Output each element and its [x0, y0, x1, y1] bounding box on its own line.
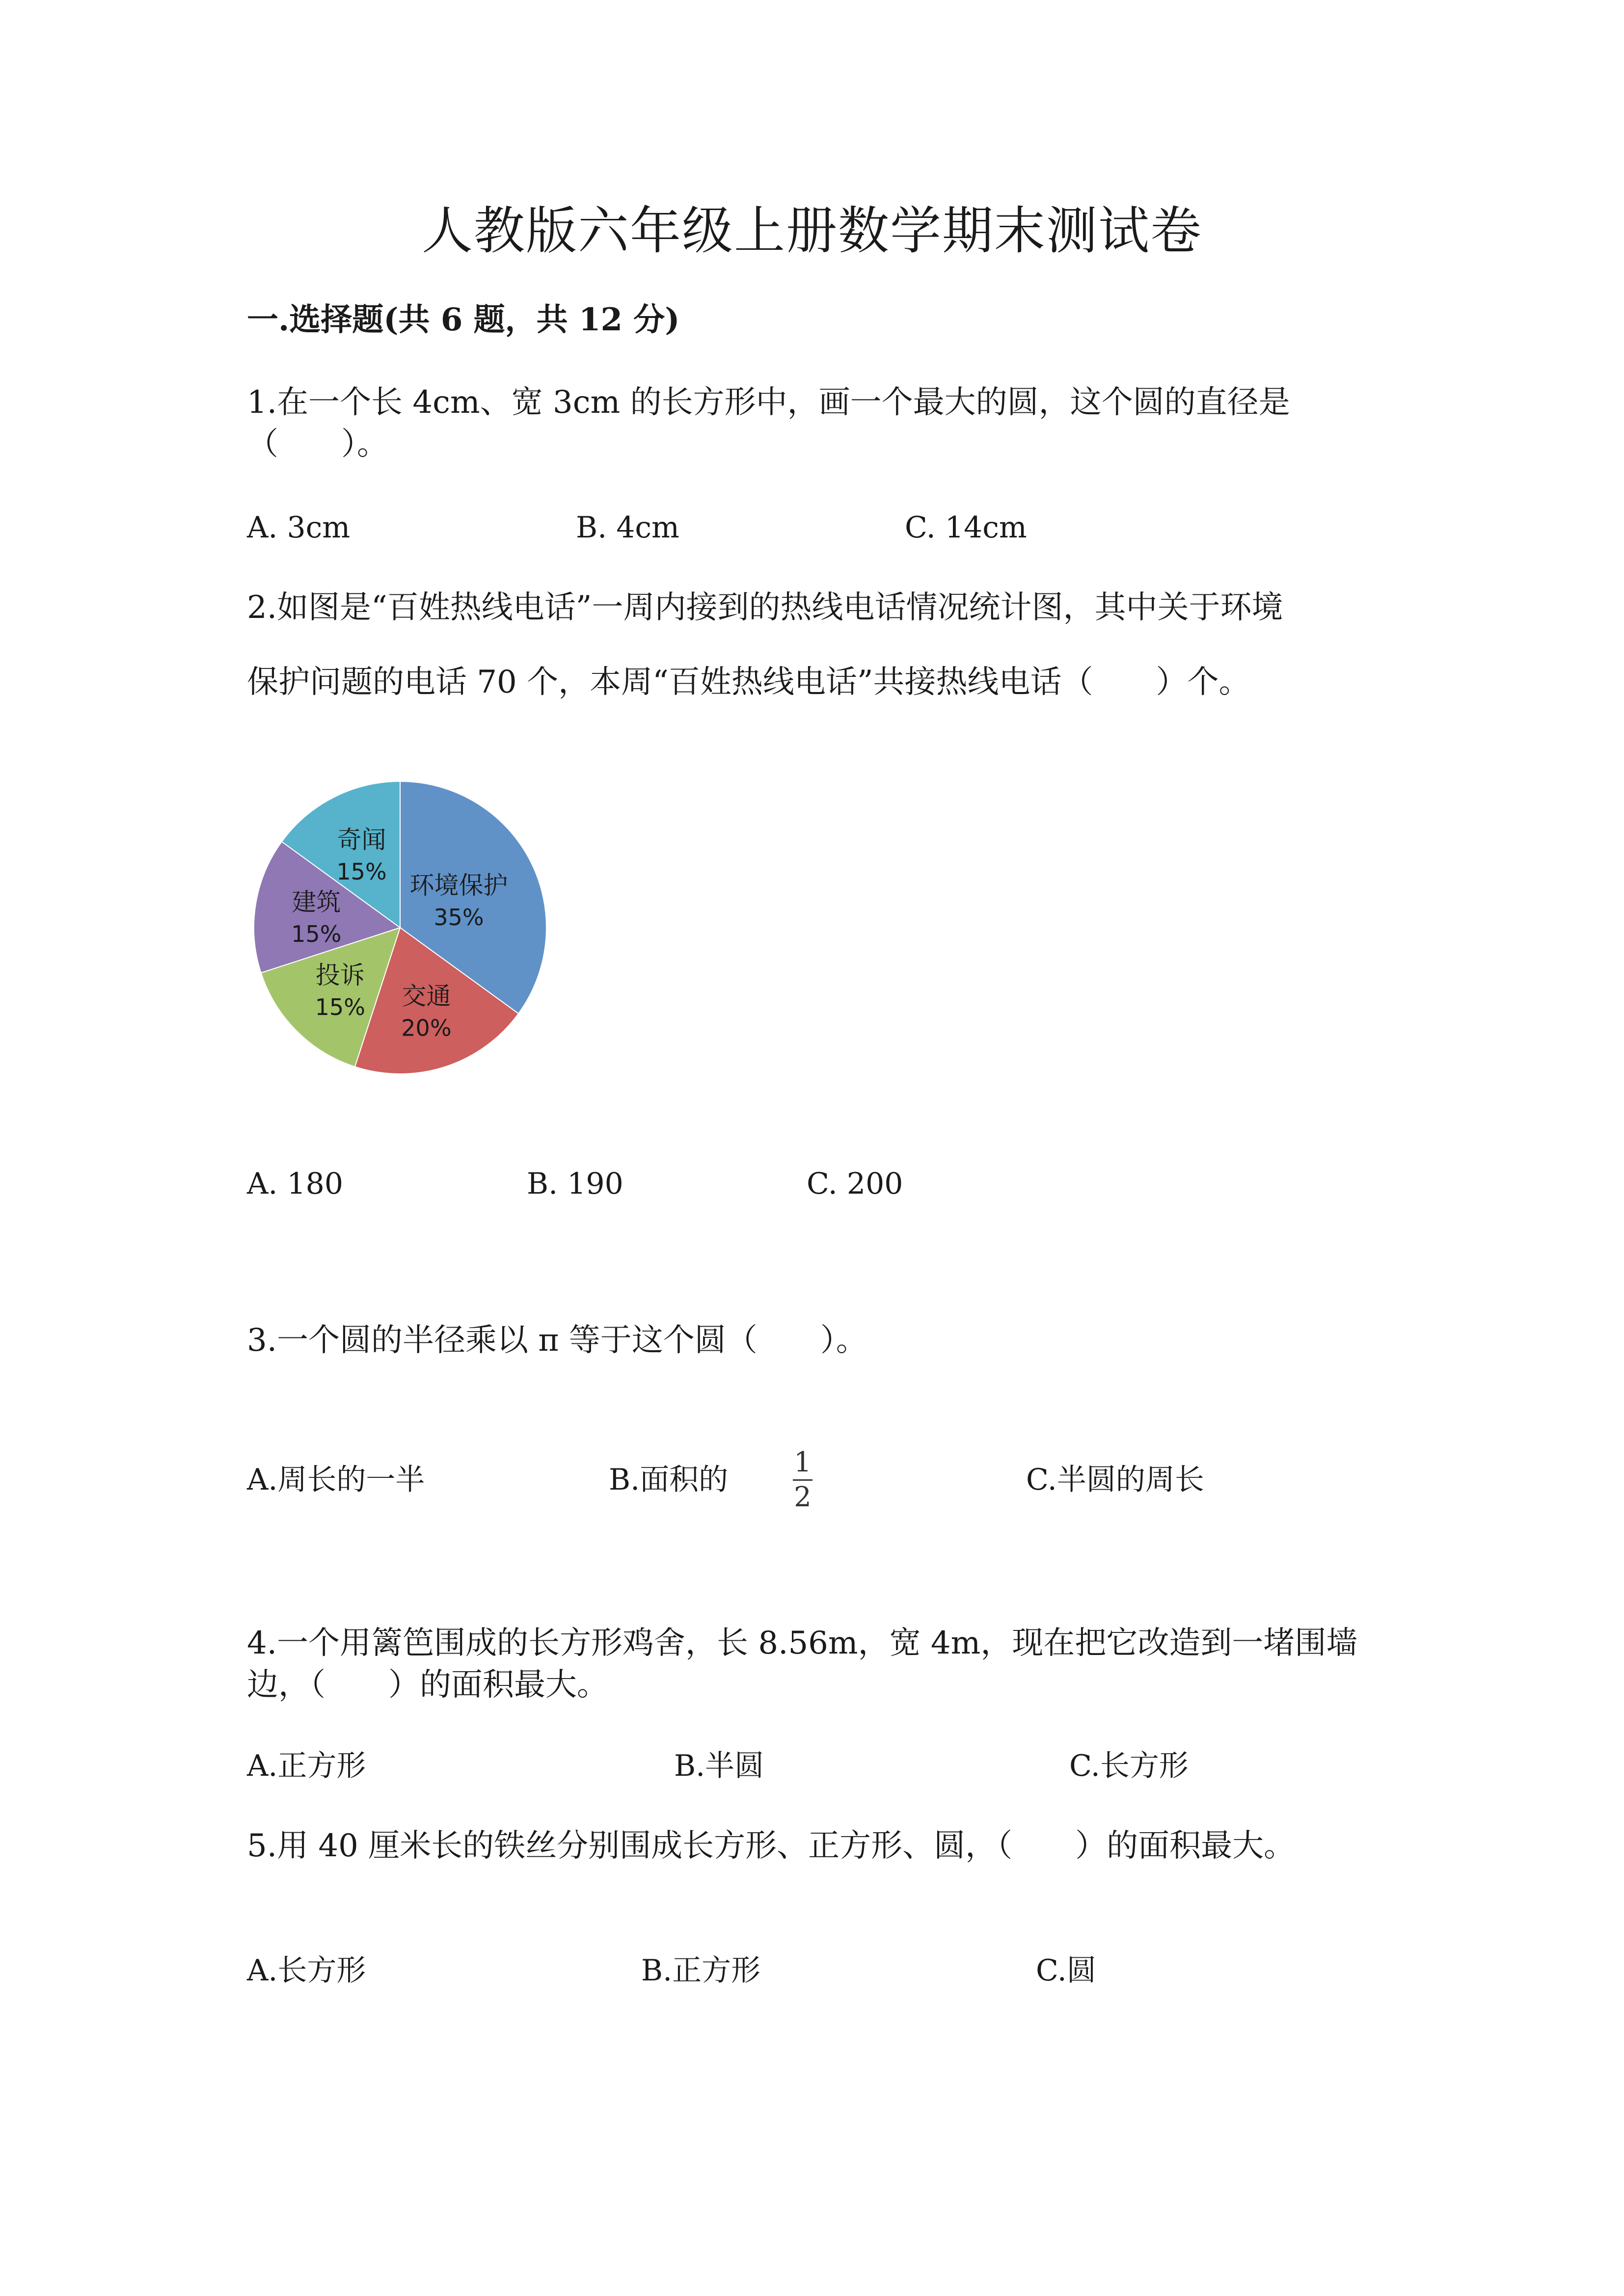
pie-slice-percent-1: 35% [433, 904, 484, 931]
question-2-option-a: A. 180 [247, 1167, 343, 1201]
pie-slice-label-3: 投诉 [315, 961, 365, 990]
question-1-option-a: A. 3cm [247, 510, 351, 545]
question-3-option-c: C.半圆的周长 [1026, 1463, 1204, 1497]
question-5-option-c: C.圆 [1036, 1953, 1096, 1988]
question-3-line-1: 3.一个圆的半径乘以 π 等于这个圆（ ）。 [247, 1322, 867, 1359]
page-title: 人教版六年级上册数学期末测试卷 [421, 201, 1202, 261]
question-1-option-b: B. 4cm [576, 510, 679, 545]
pie-slice-percent-3: 15% [315, 994, 365, 1021]
question-2-line-2: 保护问题的电话 70 个，本周“百姓热线电话”共接热线电话（ ）个。 [247, 664, 1250, 700]
pie-slice-label-4: 建筑 [292, 887, 341, 916]
pie-slice-percent-2: 20% [401, 1015, 452, 1041]
question-5-option-b: B.正方形 [641, 1953, 761, 1988]
fraction-bar [793, 1479, 812, 1481]
question-1-line-2: （ ）。 [247, 426, 388, 462]
question-2-option-c: C. 200 [807, 1167, 903, 1201]
question-4-option-b: B.半圆 [674, 1749, 764, 1783]
pie-slice-percent-4: 15% [291, 920, 342, 947]
pie-slice-label-2: 交通 [402, 982, 451, 1011]
question-1-option-c: C. 14cm [905, 510, 1027, 545]
question-4-line-1: 4.一个用篱笆围成的长方形鸡舍，长 8.56m，宽 4m，现在把它改造到一堵围墙 [247, 1625, 1358, 1661]
question-1-line-1: 1.在一个长 4cm、宽 3cm 的长方形中，画一个最大的圆，这个圆的直径是 [247, 384, 1290, 421]
question-3-option-a: A.周长的一半 [247, 1463, 425, 1497]
pie-slice-percent-5: 15% [336, 858, 387, 885]
pie-chart-svg [250, 778, 550, 1077]
pie-slice-label-1: 环境保护 [409, 871, 508, 900]
fraction-denominator: 2 [794, 1481, 812, 1513]
question-2-line-1: 2.如图是“百姓热线电话”一周内接到的热线电话情况统计图，其中关于环境 [247, 589, 1283, 626]
pie-slice-label-5: 奇闻 [337, 825, 386, 854]
question-4-option-c: C.长方形 [1069, 1749, 1189, 1783]
question-4-option-a: A.正方形 [247, 1749, 366, 1783]
section-heading-choice: 一.选择题(共 6 题，共 12 分) [247, 301, 680, 338]
question-2-option-b: B. 190 [527, 1167, 623, 1201]
question-5-option-a: A.长方形 [247, 1953, 366, 1988]
question-4-line-2: 边，（ ）的面积最大。 [247, 1667, 608, 1703]
question-5-line-1: 5.用 40 厘米长的铁丝分别围成长方形、正方形、圆，（ ）的面积最大。 [247, 1828, 1296, 1864]
hotline-pie-chart [250, 778, 550, 1077]
question-3-option-b: B.面积的 [609, 1463, 729, 1497]
fraction-one-half [790, 1448, 815, 1512]
fraction-numerator: 1 [794, 1446, 812, 1478]
